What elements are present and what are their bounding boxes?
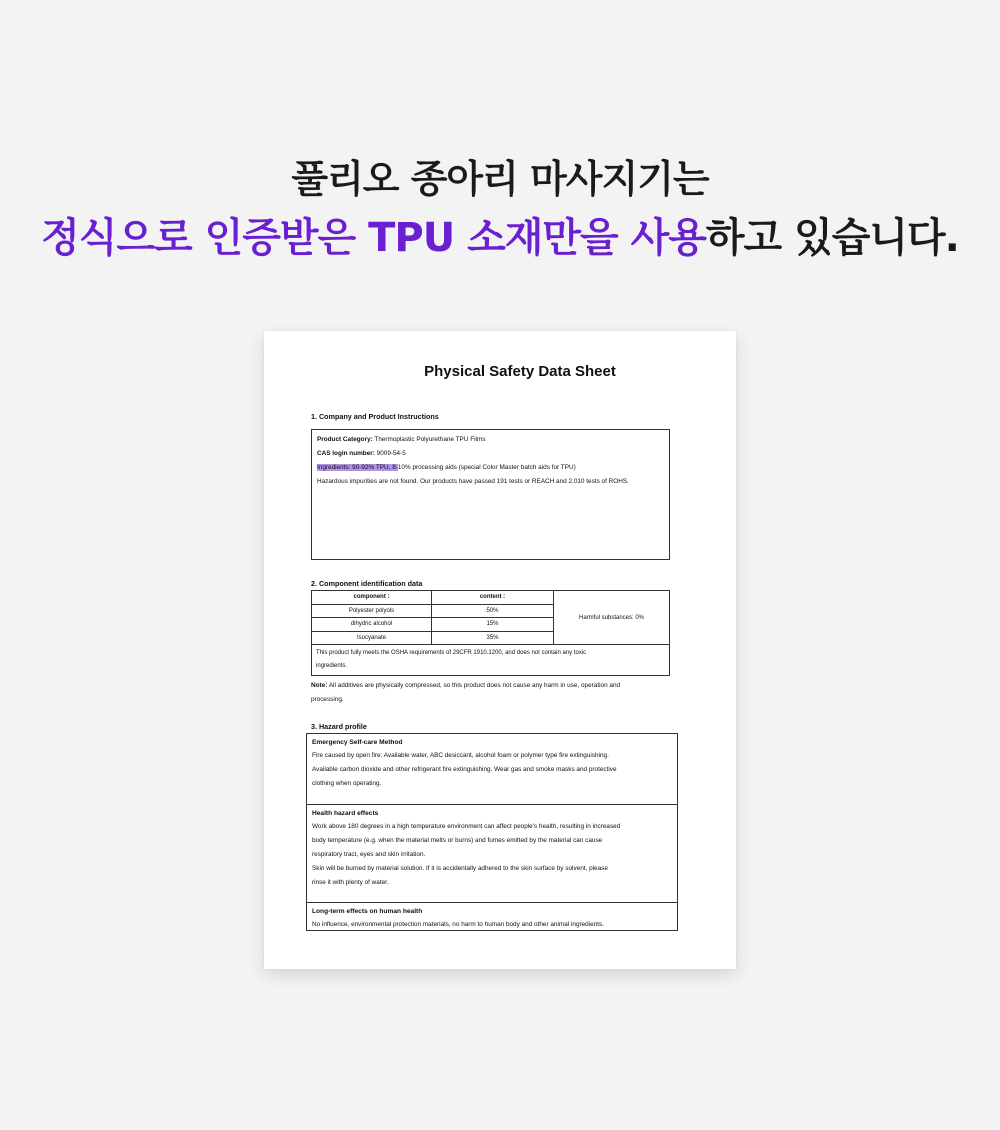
- emergency-box: [306, 733, 678, 805]
- emergency-title: Emergency Self-care Method: [312, 739, 403, 746]
- content-cell: 15%: [432, 618, 554, 632]
- health-line: respiratory tract, eyes and skin irritation.: [312, 851, 426, 858]
- health-line: Skin will be burned by material solution. If it is accidentally adhered to the skin surface by solvent, please: [312, 865, 608, 872]
- section-3-heading: 3. Hazard profile: [311, 722, 367, 731]
- component-cell: Isocyanate: [312, 631, 432, 645]
- osha-statement: This product fully meets the OSHA requirements of 29CFR 1910.1200, and does not contain any toxic ingredients.: [312, 645, 670, 676]
- health-line: Work above 180 degrees in a high temperature environment can affect people's health, resulting in increased: [312, 823, 621, 830]
- component-table: [311, 590, 670, 676]
- longterm-line: No influence, environmental protection materials, no harm to human body and other animal ingredients.: [312, 921, 605, 928]
- emergency-line: clothing when operating.: [312, 780, 382, 787]
- emergency-line: Fire caused by open fire: Available water, ABC desiccant, alcohol foam or polymer type fire extinguishing.: [312, 752, 609, 759]
- table-header-row: [312, 591, 670, 605]
- longterm-title: Long-term effects on human health: [312, 908, 423, 915]
- safety-data-sheet: [264, 331, 736, 969]
- health-title: Health hazard effects: [312, 810, 379, 817]
- content-cell: 35%: [432, 631, 554, 645]
- headline-accent-text: 정식으로 인증받은 TPU 소재만을 사용: [41, 215, 706, 261]
- col-component-header: component :: [312, 591, 432, 605]
- product-info-box: [311, 429, 670, 560]
- product-category: Product Category: Thermoplastic Polyurethane TPU Films: [317, 436, 486, 443]
- harmful-substances: Harmful substances: 0%: [554, 591, 670, 645]
- section-2-heading: 2. Component identification data: [311, 579, 423, 588]
- section-1-heading: 1. Company and Product Instructions: [311, 412, 439, 421]
- content-cell: 50%: [432, 604, 554, 618]
- ingredients-highlight: Ingredients: 90-92% TPU, 8-: [317, 464, 398, 471]
- col-content-header: content :: [432, 591, 554, 605]
- component-cell: dihydric alcohol: [312, 618, 432, 632]
- headline-line-1: 풀리오 종아리 마사지기는: [291, 157, 709, 201]
- headline-rest-text: 하고 있습니다.: [705, 215, 959, 261]
- emergency-line: Available carbon dioxide and other refrigerant fire extinguishing. Wear gas and smoke masks and protective: [312, 766, 617, 773]
- sheet-title: Physical Safety Data Sheet: [424, 363, 616, 380]
- health-box: [306, 804, 678, 903]
- osha-row: [312, 645, 670, 676]
- headline-line-2: [0, 206, 1000, 263]
- note-text: Note: All additives are physically compressed, so this product does not cause any harm in use, operation and processing.: [311, 682, 621, 703]
- ingredients: Ingredients: 90-92% TPU, 8-10% processing aids (special Color Master batch aids for TPU): [317, 464, 576, 471]
- component-cell: Polyester polyols: [312, 604, 432, 618]
- longterm-box: [306, 902, 678, 931]
- hazard-impurities: Hazardous impurities are not found. Our products have passed 191 tests or REACH and 2.010 tests of ROHS.: [317, 478, 629, 485]
- health-line: rinse it with plenty of water.: [312, 879, 389, 886]
- cas-number: CAS login number: 9009-54-5: [317, 450, 406, 457]
- health-line: body temperature (e.g. when the material melts or burns) and fumes emitted by the material can cause: [312, 837, 603, 844]
